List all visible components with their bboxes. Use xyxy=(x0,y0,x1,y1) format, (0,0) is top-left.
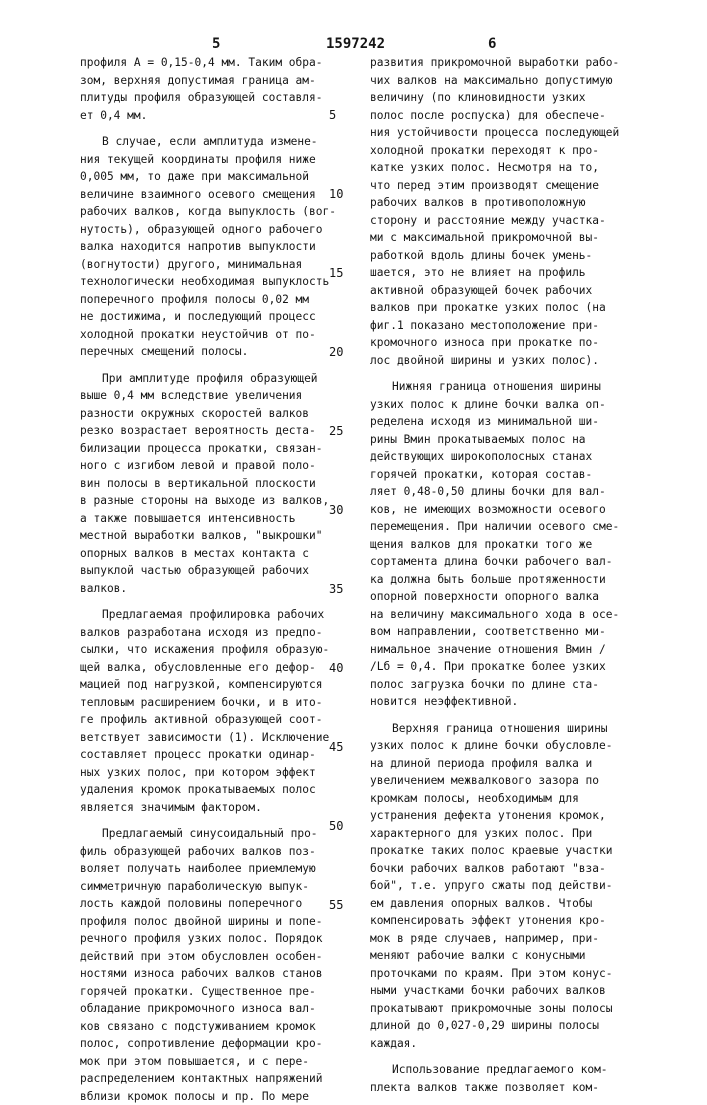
text-line: холодной прокатки переходят к про- xyxy=(370,142,652,160)
text-line: величину (по клиновидности узких xyxy=(370,89,652,107)
text-line: бочки рабочих валков работают "вза- xyxy=(370,860,652,878)
line-number: 30 xyxy=(329,503,343,517)
text-line: При амплитуде профиля образующей xyxy=(80,370,362,388)
text-line: валков. xyxy=(80,580,362,598)
paragraph-gap xyxy=(80,816,362,825)
text-line: профиля полос двойной ширины и попе- xyxy=(80,913,362,931)
text-line: действующих широкополосных станах xyxy=(370,448,652,466)
text-line: В случае, если амплитуда измене- xyxy=(80,133,362,151)
line-number: 5 xyxy=(329,108,336,122)
page-number-right: 6 xyxy=(488,36,496,52)
text-line: полос, сопротивление деформации кро- xyxy=(80,1035,362,1053)
text-line: прокатывают прикромочные зоны полосы xyxy=(370,1000,652,1018)
text-line: чих валков на максимально допустимую xyxy=(370,72,652,90)
text-line: шается, это не влияет на профиль xyxy=(370,264,652,282)
text-line: зом, верхняя допустимая граница ам- xyxy=(80,72,362,90)
paragraph-gap xyxy=(80,124,362,133)
text-line: распределением контактных напряжений xyxy=(80,1070,362,1088)
text-line: устранения дефекта утонения кромок, xyxy=(370,807,652,825)
text-line: ем давления опорных валков. Чтобы xyxy=(370,895,652,913)
line-number: 50 xyxy=(329,819,343,833)
text-line: ков, не имеющих возможности осевого xyxy=(370,501,652,519)
text-line: ге профиль активной образующей соот- xyxy=(80,711,362,729)
text-line: развития прикромочной выработки рабо- xyxy=(370,54,652,72)
text-line: филь образующей рабочих валков поз- xyxy=(80,843,362,861)
text-line: действий при этом обусловлен особен- xyxy=(80,948,362,966)
text-line: билизации процесса прокатки, связан- xyxy=(80,440,362,458)
text-line: ределена исходя из минимальной ши- xyxy=(370,413,652,431)
text-line: сортамента длина бочки рабочего вал- xyxy=(370,553,652,571)
text-line: /Lб = 0,4. При прокатке более узких xyxy=(370,658,652,676)
text-line: удаления кромок прокатываемых полос xyxy=(80,781,362,799)
text-line: Предлагаемый синусоидальный про- xyxy=(80,825,362,843)
paragraph-gap xyxy=(370,711,652,720)
text-line: щей валка, обусловленные его дефор- xyxy=(80,659,362,677)
text-line: мацией под нагрузкой, компенсируются xyxy=(80,676,362,694)
text-line: валков при прокатке узких полос (на xyxy=(370,299,652,317)
text-line: не достижима, и последующий процесс xyxy=(80,308,362,326)
paragraph-gap xyxy=(80,597,362,606)
text-line: вин полосы в вертикальной плоскости xyxy=(80,475,362,493)
text-line: ков связано с подстуживанием кромок xyxy=(80,1018,362,1036)
text-line: полос загрузка бочки по длине ста- xyxy=(370,676,652,694)
text-line: увеличением межвалкового зазора по xyxy=(370,772,652,790)
text-line: прокатке таких полос краевые участки xyxy=(370,842,652,860)
text-line: рины Bмин прокатываемых полос на xyxy=(370,431,652,449)
right-text-column xyxy=(370,54,652,1096)
text-line: бой", т.е. упруго сжаты под действи- xyxy=(370,877,652,895)
text-line: узких полос к длине бочки обусловле- xyxy=(370,737,652,755)
text-line: лос двойной ширины и узких полос). xyxy=(370,352,652,370)
text-line: симметричную параболическую выпук- xyxy=(80,878,362,896)
text-line: лость каждой половины поперечного xyxy=(80,895,362,913)
text-line: выше 0,4 мм вследствие увеличения xyxy=(80,387,362,405)
text-line: меняют рабочие валки с конусными xyxy=(370,947,652,965)
text-line: активной образующей бочек рабочих xyxy=(370,282,652,300)
line-number: 55 xyxy=(329,898,343,912)
text-line: ветствует зависимости (1). Исключение xyxy=(80,729,362,747)
text-line: обладание прикромочного износа вал- xyxy=(80,1000,362,1018)
text-line: валков разработана исходя из предпо- xyxy=(80,624,362,642)
text-line: речного профиля узких полос. Порядок xyxy=(80,930,362,948)
text-line: перечных смещений полосы. xyxy=(80,343,362,361)
text-line: кромкам полосы, необходимым для xyxy=(370,790,652,808)
text-line: величине взаимного осевого смещения xyxy=(80,186,362,204)
line-number: 25 xyxy=(329,424,343,438)
text-line: воляет получать наиболее приемлемую xyxy=(80,860,362,878)
text-line: вблизи кромок полосы и пр. По мере xyxy=(80,1088,362,1105)
text-line: полос после роспуска) для обеспече- xyxy=(370,107,652,125)
text-line: нутость), образующей одного рабочего xyxy=(80,221,362,239)
text-line: узких полос к длине бочки валка оп- xyxy=(370,396,652,414)
text-line: рабочих валков в противоположную xyxy=(370,194,652,212)
text-line: является значимым фактором. xyxy=(80,799,362,817)
text-line: на длиной периода профиля валка и xyxy=(370,755,652,773)
text-line: ных узких полос, при котором эффект xyxy=(80,764,362,782)
text-line: технологически необходимая выпуклость xyxy=(80,273,362,291)
text-line: горячей прокатки. Существенное пре- xyxy=(80,983,362,1001)
line-number: 45 xyxy=(329,740,343,754)
text-line: 0,005 мм, то даже при максимальной xyxy=(80,168,362,186)
text-line: местной выработки валков, "выкрошки" xyxy=(80,527,362,545)
text-line: фиг.1 показано местоположение при- xyxy=(370,317,652,335)
text-line: характерного для узких полос. При xyxy=(370,825,652,843)
text-line: проточками по краям. При этом конус- xyxy=(370,965,652,983)
text-line: ного с изгибом левой и правой поло- xyxy=(80,457,362,475)
text-line: опорных валков в местах контакта с xyxy=(80,545,362,563)
page-number-left: 5 xyxy=(212,36,220,52)
line-number: 40 xyxy=(329,661,343,675)
text-line: ния устойчивости процесса последующей xyxy=(370,124,652,142)
text-line: плитуды профиля образующей составля- xyxy=(80,89,362,107)
text-line: выпуклой частью образующей рабочих xyxy=(80,562,362,580)
text-line: валка находится напротив выпуклости xyxy=(80,238,362,256)
text-line: Предлагаемая профилировка рабочих xyxy=(80,606,362,624)
text-line: опорной поверхности опорного валка xyxy=(370,588,652,606)
text-line: новится неэффективной. xyxy=(370,693,652,711)
text-line: Верхняя граница отношения ширины xyxy=(370,720,652,738)
text-line: в разные стороны на выходе из валков, xyxy=(80,492,362,510)
text-line: ми с максимальной прикромочной вы- xyxy=(370,229,652,247)
text-line: ет 0,4 мм. xyxy=(80,107,362,125)
text-line: длиной до 0,027-0,29 ширины полосы xyxy=(370,1017,652,1035)
text-line: ния текущей координаты профиля ниже xyxy=(80,151,362,169)
text-line: сылки, что искажения профиля образую- xyxy=(80,641,362,659)
text-line: нимальное значение отношения Bмин / xyxy=(370,641,652,659)
text-line: плекта валков также позволяет ком- xyxy=(370,1079,652,1097)
text-line: рабочих валков, когда выпуклость (вог- xyxy=(80,203,362,221)
text-line: вом направлении, соответственно ми- xyxy=(370,623,652,641)
paragraph-gap xyxy=(370,369,652,378)
text-line: холодной прокатки неустойчив от по- xyxy=(80,326,362,344)
text-line: катке узких полос. Несмотря на то, xyxy=(370,159,652,177)
text-line: компенсировать эффект утонения кро- xyxy=(370,912,652,930)
text-line: поперечного профиля полосы 0,02 мм xyxy=(80,291,362,309)
text-line: сторону и расстояние между участка- xyxy=(370,212,652,230)
text-line: горячей прокатки, которая состав- xyxy=(370,466,652,484)
text-line: ляет 0,48-0,50 длины бочки для вал- xyxy=(370,483,652,501)
text-line: разности окружных скоростей валков xyxy=(80,405,362,423)
line-number: 15 xyxy=(329,266,343,280)
text-line: что перед этим производят смещение xyxy=(370,177,652,195)
text-line: составляет процесс прокатки одинар- xyxy=(80,746,362,764)
text-line: ностями износа рабочих валков станов xyxy=(80,965,362,983)
text-line: перемещения. При наличии осевого сме- xyxy=(370,518,652,536)
text-line: работкой вдоль длины бочек умень- xyxy=(370,247,652,265)
paragraph-gap xyxy=(80,361,362,370)
text-line: тепловым расширением бочки, и в ито- xyxy=(80,694,362,712)
line-number: 10 xyxy=(329,187,343,201)
line-number: 35 xyxy=(329,582,343,596)
text-line: каждая. xyxy=(370,1035,652,1053)
text-line: профиля A = 0,15-0,4 мм. Таким обра- xyxy=(80,54,362,72)
text-line: ка должна быть больше протяженности xyxy=(370,571,652,589)
left-text-column xyxy=(80,54,362,1105)
text-line: Нижняя граница отношения ширины xyxy=(370,378,652,396)
patent-number: 1597242 xyxy=(326,36,385,52)
text-line: кромочного износа при прокатке по- xyxy=(370,334,652,352)
text-line: мок при этом повышается, и с пере- xyxy=(80,1053,362,1071)
text-line: Использование предлагаемого ком- xyxy=(370,1061,652,1079)
text-line: на величину максимального хода в осе- xyxy=(370,606,652,624)
text-line: а также повышается интенсивность xyxy=(80,510,362,528)
text-line: мок в ряде случаев, например, при- xyxy=(370,930,652,948)
paragraph-gap xyxy=(370,1052,652,1061)
text-line: щения валков для прокатки того же xyxy=(370,536,652,554)
text-line: ными участками бочки рабочих валков xyxy=(370,982,652,1000)
text-line: резко возрастает вероятность деста- xyxy=(80,422,362,440)
text-line: (вогнутости) другого, минимальная xyxy=(80,256,362,274)
line-number: 20 xyxy=(329,345,343,359)
